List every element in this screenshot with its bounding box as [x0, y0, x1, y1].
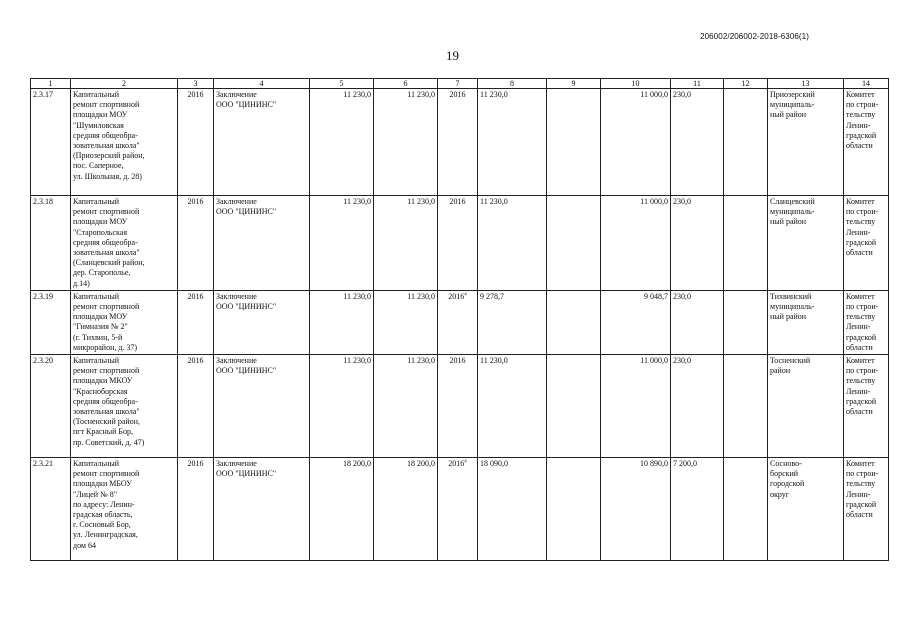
basis-cell: Заключение ООО "ЦИНИНС" — [214, 355, 310, 458]
year-value: 2016 — [449, 197, 466, 206]
value-cell-10: 11 000,0 — [601, 355, 671, 458]
year-value: 2016 — [449, 90, 466, 99]
year-cell-7 — [438, 89, 478, 196]
value-cell-5: 11 230,0 — [310, 355, 374, 458]
value-cell-8: 11 230,0 — [478, 89, 547, 196]
value-cell-11: 230,0 — [671, 89, 724, 196]
table-row — [31, 355, 889, 458]
value-cell-10: 10 890,0 — [601, 458, 671, 561]
value-cell-5: 11 230,0 — [310, 89, 374, 196]
value-cell-12 — [724, 355, 768, 458]
row-number: 2.3.17 — [31, 89, 71, 196]
value-cell-11: 7 200,0 — [671, 458, 724, 561]
year-cell: 2016 — [178, 458, 214, 561]
year-cell-7 — [438, 290, 478, 354]
basis-cell: Заключение ООО "ЦИНИНС" — [214, 290, 310, 354]
value-cell-11: 230,0 — [671, 355, 724, 458]
col-header-5: 5 — [310, 79, 374, 89]
col-header-11: 11 — [671, 79, 724, 89]
year-value: 2016 — [448, 291, 465, 301]
footnote-mark: 4 — [464, 292, 467, 298]
value-cell-6: 18 200,0 — [374, 458, 438, 561]
row-number: 2.3.19 — [31, 290, 71, 354]
year-cell: 2016 — [178, 196, 214, 291]
value-cell-6: 11 230,0 — [374, 196, 438, 291]
year-cell: 2016 — [178, 290, 214, 354]
object-name: Капитальный ремонт спортивной площадки МБОУ "Лицей № 8" по адресу: Ленин- градская область, г. Сосновый Бор, ул. Ленинградская, дом 64 — [71, 458, 178, 561]
value-cell-12 — [724, 89, 768, 196]
district-cell: Приозерский муниципаль- ный район — [768, 89, 844, 196]
object-name: Капитальный ремонт спортивной площадки МОУ "Гимназия № 2" (г. Тихвин, 5-й микрорайон, д. 37) — [71, 290, 178, 354]
col-header-14: 14 — [844, 79, 889, 89]
table-row — [31, 196, 889, 291]
value-cell-6: 11 230,0 — [374, 355, 438, 458]
row-number: 2.3.20 — [31, 355, 71, 458]
col-header-13: 13 — [768, 79, 844, 89]
value-cell-12 — [724, 458, 768, 561]
footnote-mark: 4 — [464, 459, 467, 465]
col-header-1: 1 — [31, 79, 71, 89]
value-cell-8: 11 230,0 — [478, 355, 547, 458]
table-row — [31, 458, 889, 561]
value-cell-9 — [547, 196, 601, 291]
value-cell-12 — [724, 196, 768, 291]
value-cell-10: 9 048,7 — [601, 290, 671, 354]
district-cell: Тосненский район — [768, 355, 844, 458]
year-cell-7 — [438, 196, 478, 291]
year-value: 2016 — [448, 459, 465, 469]
value-cell-10: 11 000,0 — [601, 89, 671, 196]
table-row — [31, 290, 889, 354]
executor-cell: Комитет по строи- тельству Ленин- градской области — [844, 355, 889, 458]
col-header-4: 4 — [214, 79, 310, 89]
object-name: Капитальный ремонт спортивной площадки МОУ "Старопольская средняя общеобра- зовательная школа" (Сланцевский район, дер. Старополье, д.14) — [71, 196, 178, 291]
value-cell-12 — [724, 290, 768, 354]
value-cell-9 — [547, 355, 601, 458]
basis-cell: Заключение ООО "ЦИНИНС" — [214, 458, 310, 561]
value-cell-6: 11 230,0 — [374, 290, 438, 354]
col-header-2: 2 — [71, 79, 178, 89]
value-cell-8: 11 230,0 — [478, 196, 547, 291]
value-cell-9 — [547, 89, 601, 196]
executor-cell: Комитет по строи- тельству Ленин- градской области — [844, 290, 889, 354]
basis-cell: Заключение ООО "ЦИНИНС" — [214, 89, 310, 196]
col-header-3: 3 — [178, 79, 214, 89]
col-header-6: 6 — [374, 79, 438, 89]
table-row — [31, 89, 889, 196]
program-table — [30, 78, 889, 561]
header-row — [31, 79, 889, 89]
district-cell: Тихвинский муниципаль- ный район — [768, 290, 844, 354]
col-header-8: 8 — [478, 79, 547, 89]
value-cell-5: 18 200,0 — [310, 458, 374, 561]
executor-cell: Комитет по строи- тельству Ленин- градской области — [844, 458, 889, 561]
value-cell-10: 11 000,0 — [601, 196, 671, 291]
page-number: 19 — [446, 48, 459, 63]
basis-cell: Заключение ООО "ЦИНИНС" — [214, 196, 310, 291]
year-value: 2016 — [449, 356, 466, 366]
value-cell-11: 230,0 — [671, 290, 724, 354]
value-cell-9 — [547, 290, 601, 354]
value-cell-6: 11 230,0 — [374, 89, 438, 196]
col-header-7: 7 — [438, 79, 478, 89]
value-cell-9 — [547, 458, 601, 561]
year-cell-7 — [438, 458, 478, 561]
year-cell: 2016 — [178, 89, 214, 196]
col-header-9: 9 — [547, 79, 601, 89]
value-cell-8: 9 278,7 — [478, 290, 547, 354]
executor-cell: Комитет по строи- тельству Ленин- градской области — [844, 196, 889, 291]
row-number: 2.3.18 — [31, 196, 71, 291]
value-cell-5: 11 230,0 — [310, 290, 374, 354]
col-header-12: 12 — [724, 79, 768, 89]
col-header-10: 10 — [601, 79, 671, 89]
year-cell: 2016 — [178, 355, 214, 458]
value-cell-5: 11 230,0 — [310, 196, 374, 291]
object-name: Капитальный ремонт спортивной площадки МОУ "Шумиловская средняя общеобра- зовательная школа" (Приозерский район, пос. Саперное, ул. Школьная, д. 28) — [71, 89, 178, 196]
document-id: 206002/206002-2018-6306(1) — [700, 32, 809, 41]
district-cell: Сланцевский муниципаль- ный район — [768, 196, 844, 291]
row-number: 2.3.21 — [31, 458, 71, 561]
value-cell-8: 18 090,0 — [478, 458, 547, 561]
district-cell: Сосново- борский городской округ — [768, 458, 844, 561]
object-name: Капитальный ремонт спортивной площадки МКОУ "Красноборская средняя общеобра- зовательная школа" (Тосненский район, пгт Красный Бор, пр. Советский, д. 47) — [71, 355, 178, 458]
executor-cell: Комитет по строи- тельству Ленин- градской области — [844, 89, 889, 196]
value-cell-11: 230,0 — [671, 196, 724, 291]
year-cell-7 — [438, 355, 478, 458]
